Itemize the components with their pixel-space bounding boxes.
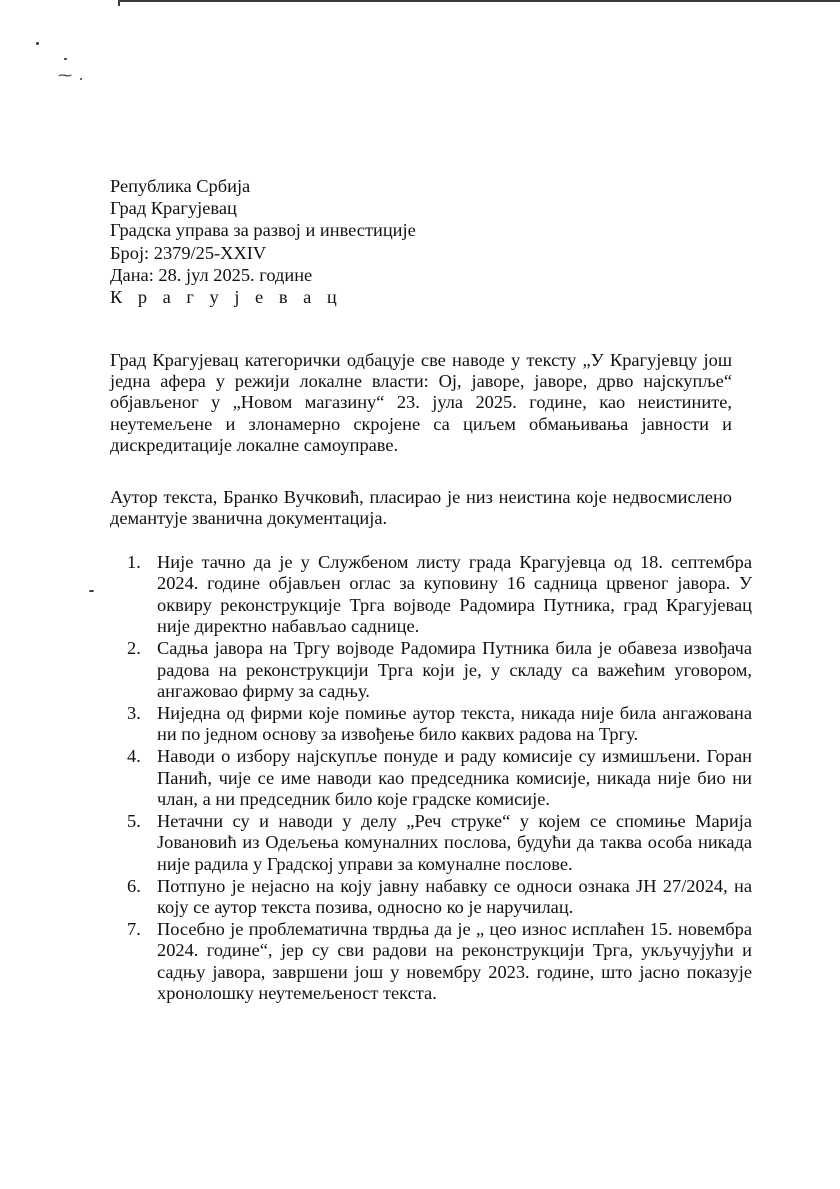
body-paragraph-1: Град Крагујевац категорички одбацује све наводе у тексту „У Крагујевцу још једна афера у режији локалне власти: Ој, јаворе, јаворе, дрво најскупље“ објављеног у „Новом магазину“ 23. јула 2025. године, као неистините, неутемељене и злонамерно скројене са циљем обмањивања јавности и дискредитације локалне самоуправе. bbox=[110, 350, 732, 455]
denial-list bbox=[127, 552, 752, 1005]
list-item bbox=[127, 703, 752, 746]
list-item bbox=[127, 552, 752, 638]
scan-speck bbox=[36, 42, 39, 45]
scan-mark-icon: ⁓ bbox=[58, 69, 72, 84]
header-country: Република Србија bbox=[110, 176, 251, 196]
list-item bbox=[127, 638, 752, 702]
scan-speck bbox=[64, 58, 67, 60]
header-place: К р а г у ј е в а ц bbox=[110, 287, 343, 308]
list-item bbox=[127, 811, 752, 875]
list-item-text: Наводи о избору најскупље понуде и раду комисије су измишљени. Горан Панић, чије се име наводи као председника комисије, никада није био ни члан, а ни председник било које градске комисије. bbox=[157, 746, 752, 809]
header-department: Градска управа за развој и инвестиције bbox=[110, 220, 416, 241]
list-item-number: 6. bbox=[127, 875, 141, 896]
header-city: Град Крагујевац bbox=[110, 198, 237, 219]
scan-top-border bbox=[118, 0, 840, 2]
list-item-text: Потпуно је нејасно на коју јавну набавку се односи ознака ЈН 27/2024, на коју се аутор текста позива, односно ко је наручилац. bbox=[157, 875, 752, 917]
list-item-text: Није тачно да је у Службеном листу града Крагујевца од 18. септембра 2024. године објављен оглас за куповину 16 садница црвеног јавора. У оквиру реконструкције Трга војводе Радомира Путника, град Крагујевац није директно набављао саднице. bbox=[157, 552, 752, 637]
list-item-text: Ниједна од фирми које помиње аутор текста, никада није била ангажована ни по једном основу за извођење било каквих радова на Тргу. bbox=[157, 702, 752, 745]
list-item bbox=[127, 876, 752, 919]
list-item-text: Нетачни су и наводи у делу „Реч струке“ у којем се спомиње Марија Јовановић из Одељења комуналних послова, будући да таква особа никада није радила у Градској управи за комуналне послове. bbox=[157, 810, 752, 874]
list-item-number: 5. bbox=[127, 810, 141, 831]
list-item-number: 4. bbox=[127, 746, 141, 767]
list-item-number: 2. bbox=[127, 638, 141, 659]
list-item-number: 3. bbox=[127, 702, 141, 723]
list-item-number: 7. bbox=[127, 918, 141, 939]
list-item-text: Садња јавора на Тргу војводе Радомира Путника била је обавеза извођача радова на реконструкцији Трга који је, у складу са важећим уговором, ангажовао фирму за садњу. bbox=[157, 638, 752, 701]
header-document-number: Број: 2379/25-XXIV bbox=[110, 242, 267, 263]
scan-speck bbox=[80, 78, 82, 80]
scan-top-tick bbox=[118, 0, 120, 6]
body-paragraph-2: Аутор текста, Бранко Вучковић, пласирао је низ неистина које недвосмислено демантује званична документација. bbox=[110, 487, 732, 529]
document-header bbox=[110, 175, 416, 308]
header-date: Дана: 28. јул 2025. године bbox=[110, 264, 313, 285]
list-item bbox=[127, 919, 752, 1005]
list-item-number: 1. bbox=[127, 552, 141, 572]
scan-speck bbox=[89, 590, 94, 592]
list-item bbox=[127, 746, 752, 810]
list-item-text: Посебно је проблематична тврдња да је „ цео износ исплаћен 15. новембра 2024. године“, јер су сви радови на реконструкцији Трга, укључујући и садњу јавора, завршени још у новембру 2023. године, што јасно показује хронолошку неутемељеност текста. bbox=[157, 918, 752, 1004]
